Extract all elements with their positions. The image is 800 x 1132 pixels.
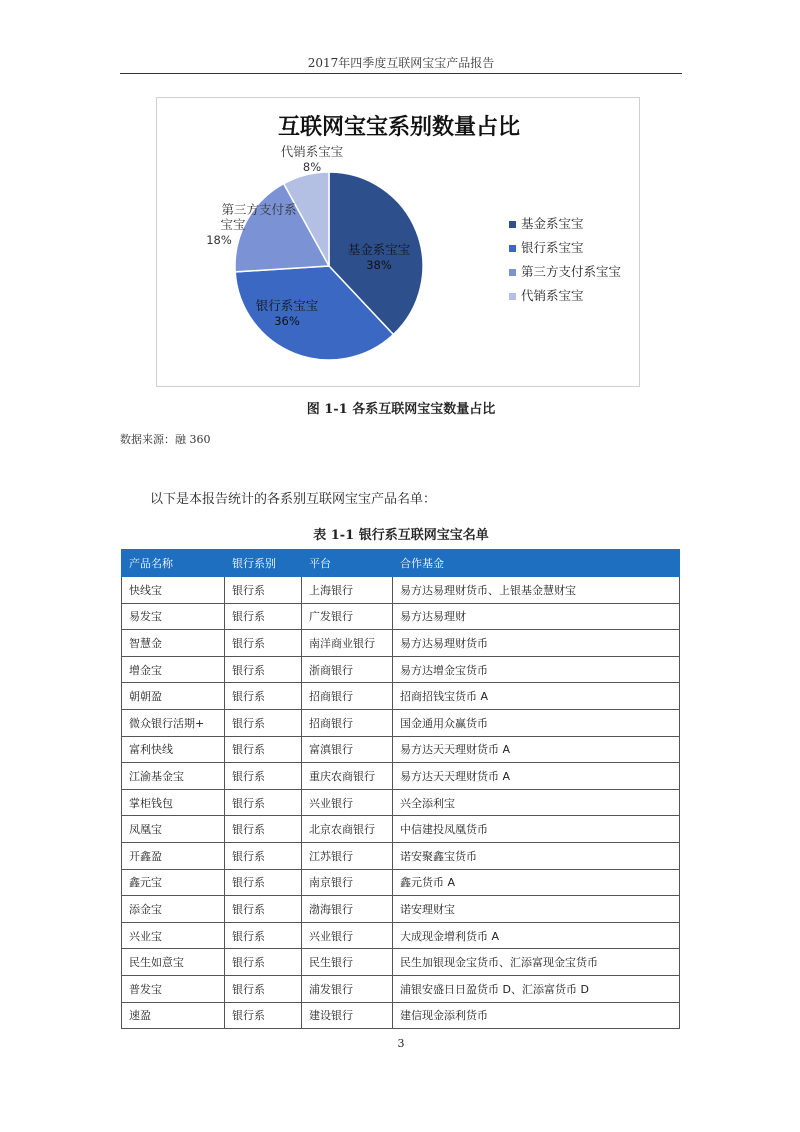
cell-platform: 浙商银行 (302, 656, 393, 683)
table-row (122, 763, 680, 790)
cell-bank-type: 银行系 (225, 630, 302, 657)
slice-label: 代销系宝宝 (280, 144, 344, 159)
table-row (122, 842, 680, 869)
cell-product-name: 兴业宝 (122, 922, 225, 949)
table-row (122, 709, 680, 736)
table-row (122, 683, 680, 710)
page-number: 3 (397, 1037, 405, 1050)
cell-platform: 浦发银行 (302, 975, 393, 1002)
cell-partner-fund: 易方达易理财货币 (393, 630, 680, 657)
table-row (122, 816, 680, 843)
table-row (122, 789, 680, 816)
cell-platform: 重庆农商银行 (302, 763, 393, 790)
table-title: 表 1-1 银行系互联网宝宝名单 (313, 528, 489, 543)
cell-product-name: 普发宝 (122, 975, 225, 1002)
cell-partner-fund: 易方达易理财货币、上银基金慧财宝 (393, 577, 680, 604)
cell-product-name: 增金宝 (122, 656, 225, 683)
cell-product-name: 朝朝盈 (122, 683, 225, 710)
cell-platform: 富滇银行 (302, 736, 393, 763)
cell-product-name: 民生如意宝 (122, 949, 225, 976)
table-row (122, 869, 680, 896)
cell-bank-type: 银行系 (225, 842, 302, 869)
cell-platform: 南京银行 (302, 869, 393, 896)
cell-product-name: 快线宝 (122, 577, 225, 604)
legend-label: 基金系宝宝 (521, 216, 584, 231)
cell-platform: 南洋商业银行 (302, 630, 393, 657)
table-row (122, 736, 680, 763)
table-row (122, 975, 680, 1002)
cell-platform: 兴业银行 (302, 789, 393, 816)
cell-bank-type: 银行系 (225, 1002, 302, 1029)
cell-product-name: 鑫元宝 (122, 869, 225, 896)
cell-bank-type: 银行系 (225, 709, 302, 736)
cell-partner-fund: 中信建投凤凰货币 (393, 816, 680, 843)
cell-platform: 渤海银行 (302, 896, 393, 923)
legend-swatch (509, 293, 516, 300)
cell-partner-fund: 国金通用众赢货币 (393, 709, 680, 736)
source-note: 数据来源：融 360 (120, 433, 211, 446)
slice-value-label: 18% (206, 233, 232, 247)
legend-label: 代销系宝宝 (521, 288, 584, 303)
table-row (122, 949, 680, 976)
cell-product-name: 添金宝 (122, 896, 225, 923)
header-product-name: 产品名称 (122, 550, 225, 577)
cell-bank-type: 银行系 (225, 789, 302, 816)
cell-bank-type: 银行系 (225, 896, 302, 923)
slice-label: 宝宝 (220, 217, 246, 232)
legend-swatch (509, 221, 516, 228)
cell-partner-fund: 易方达易理财 (393, 603, 680, 630)
cell-bank-type: 银行系 (225, 949, 302, 976)
cell-platform: 广发银行 (302, 603, 393, 630)
cell-partner-fund: 浦银安盛日日盈货币 D、汇添富货币 D (393, 975, 680, 1002)
table-row (122, 630, 680, 657)
cell-product-name: 智慧金 (122, 630, 225, 657)
slice-value-label: 8% (302, 160, 322, 174)
cell-platform: 兴业银行 (302, 922, 393, 949)
legend-swatch (509, 245, 516, 252)
cell-partner-fund: 兴全添利宝 (393, 789, 680, 816)
cell-partner-fund: 易方达天天理财货币 A (393, 763, 680, 790)
header-platform: 平台 (302, 550, 393, 577)
cell-product-name: 速盈 (122, 1002, 225, 1029)
cell-bank-type: 银行系 (225, 816, 302, 843)
table-row (122, 1002, 680, 1029)
cell-product-name: 易发宝 (122, 603, 225, 630)
table-row (122, 577, 680, 604)
cell-partner-fund: 大成现金增利货币 A (393, 922, 680, 949)
header-bank-type: 银行系别 (225, 550, 302, 577)
running-header: 2017年四季度互联网宝宝产品报告 (307, 56, 495, 70)
slice-label: 银行系宝宝 (255, 298, 319, 313)
pie-chart (156, 97, 640, 387)
cell-platform: 上海银行 (302, 577, 393, 604)
table-row (122, 922, 680, 949)
legend-label: 银行系宝宝 (521, 240, 584, 255)
intro-text: 以下是本报告统计的各系别互联网宝宝产品名单： (150, 492, 437, 507)
slice-label: 第三方支付系 (221, 202, 297, 217)
cell-platform: 民生银行 (302, 949, 393, 976)
cell-bank-type: 银行系 (225, 922, 302, 949)
figure-caption: 图 1-1 各系互联网宝宝数量占比 (306, 402, 496, 417)
legend-swatch (509, 269, 516, 276)
table-row (122, 603, 680, 630)
cell-bank-type: 银行系 (225, 975, 302, 1002)
cell-product-name: 微众银行活期+ (122, 709, 225, 736)
slice-value-label: 36% (274, 314, 300, 328)
legend-label: 第三方支付系宝宝 (521, 264, 622, 279)
header-rule (120, 73, 682, 74)
cell-bank-type: 银行系 (225, 577, 302, 604)
cell-partner-fund: 易方达增金宝货币 (393, 656, 680, 683)
cell-platform: 江苏银行 (302, 842, 393, 869)
cell-bank-type: 银行系 (225, 603, 302, 630)
cell-product-name: 掌柜钱包 (122, 789, 225, 816)
cell-bank-type: 银行系 (225, 763, 302, 790)
cell-platform: 北京农商银行 (302, 816, 393, 843)
table-header-row (122, 550, 680, 577)
cell-partner-fund: 诺安聚鑫宝货币 (393, 842, 680, 869)
cell-partner-fund: 鑫元货币 A (393, 869, 680, 896)
cell-bank-type: 银行系 (225, 683, 302, 710)
chart-title: 互联网宝宝系别数量占比 (277, 115, 521, 140)
product-table (121, 549, 680, 1029)
cell-platform: 招商银行 (302, 709, 393, 736)
table-body (122, 577, 680, 1029)
cell-bank-type: 银行系 (225, 869, 302, 896)
cell-platform: 招商银行 (302, 683, 393, 710)
header-partner-fund: 合作基金 (393, 550, 680, 577)
slice-label: 基金系宝宝 (347, 242, 411, 257)
cell-partner-fund: 诺安理财宝 (393, 896, 680, 923)
cell-platform: 建设银行 (302, 1002, 393, 1029)
cell-partner-fund: 易方达天天理财货币 A (393, 736, 680, 763)
cell-bank-type: 银行系 (225, 656, 302, 683)
pie-chart-svg (157, 98, 641, 388)
cell-partner-fund: 民生加银现金宝货币、汇添富现金宝货币 (393, 949, 680, 976)
cell-product-name: 富利快线 (122, 736, 225, 763)
cell-product-name: 江渝基金宝 (122, 763, 225, 790)
cell-bank-type: 银行系 (225, 736, 302, 763)
table-row (122, 896, 680, 923)
cell-product-name: 凤凰宝 (122, 816, 225, 843)
table-row (122, 656, 680, 683)
slice-value-label: 38% (366, 258, 392, 272)
cell-product-name: 开鑫盈 (122, 842, 225, 869)
cell-partner-fund: 建信现金添利货币 (393, 1002, 680, 1029)
cell-partner-fund: 招商招钱宝货币 A (393, 683, 680, 710)
